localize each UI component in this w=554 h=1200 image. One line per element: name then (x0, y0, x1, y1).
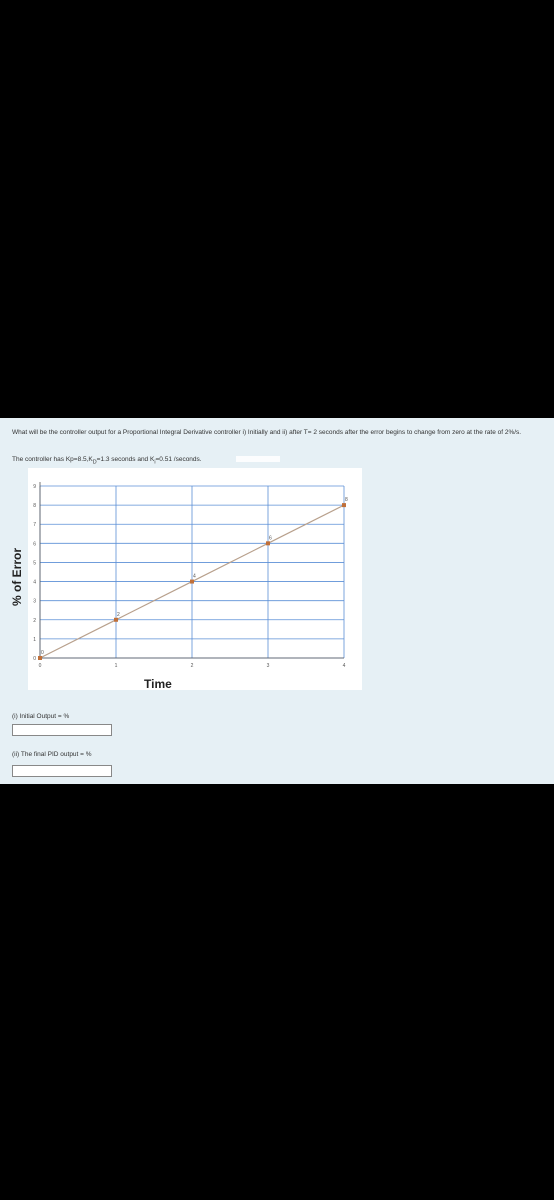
data-point (114, 618, 118, 622)
y-tick-label: 7 (33, 522, 36, 529)
data-point (266, 541, 270, 545)
initial-output-label: (i) Initial Output = % (12, 713, 70, 720)
controller-params (12, 456, 202, 465)
data-label: 4 (193, 573, 196, 580)
error-chart (28, 468, 362, 690)
y-tick-label: 4 (33, 579, 36, 586)
y-tick-label: 2 (33, 617, 36, 624)
x-tick-label: 2 (190, 663, 194, 669)
y-tick-label: 3 (33, 598, 36, 605)
data-label: 8 (345, 497, 348, 504)
data-point (38, 656, 42, 660)
x-tick-label: 0 (38, 663, 42, 669)
initial-output-input[interactable] (12, 724, 112, 736)
param-sub-i: i (154, 459, 156, 466)
params-text-b: =1.3 seconds and K (96, 456, 155, 463)
y-axis-title (4, 532, 30, 622)
redaction-scribble (236, 456, 280, 462)
data-point (342, 503, 346, 507)
x-tick-label: 1 (114, 663, 118, 669)
data-point (190, 580, 194, 584)
y-axis-title-text: % of Error (10, 547, 24, 607)
final-output-label: (ii) The final PID output = % (12, 751, 92, 758)
final-output-input[interactable] (12, 765, 112, 777)
y-tick-label: 9 (33, 484, 36, 490)
question-text (12, 428, 542, 437)
y-tick-label: 6 (33, 541, 36, 548)
y-tick-label: 0 (33, 656, 36, 662)
y-tick-label: 5 (33, 560, 36, 567)
params-text-a: The controller has Kp=8.5,K (12, 456, 93, 463)
x-tick-label: 4 (342, 663, 346, 669)
question-line-1: What will be the controller output for a Proportional Integral Derivative controller i) Initially and ii) after T= 2 seconds after the error begins to change from zero at the rate of 2%/s. (12, 429, 522, 436)
chart-svg (28, 468, 362, 690)
data-label: 0 (41, 650, 44, 656)
params-text-c: =0.51 /seconds. (155, 456, 202, 463)
data-label: 2 (117, 611, 120, 618)
y-tick-label: 1 (33, 636, 36, 643)
y-tick-label: 8 (33, 503, 36, 510)
x-tick-label: 3 (266, 663, 270, 669)
data-label: 6 (269, 535, 272, 542)
param-sub-d: D (92, 459, 97, 466)
x-axis-title: Time (144, 677, 172, 691)
